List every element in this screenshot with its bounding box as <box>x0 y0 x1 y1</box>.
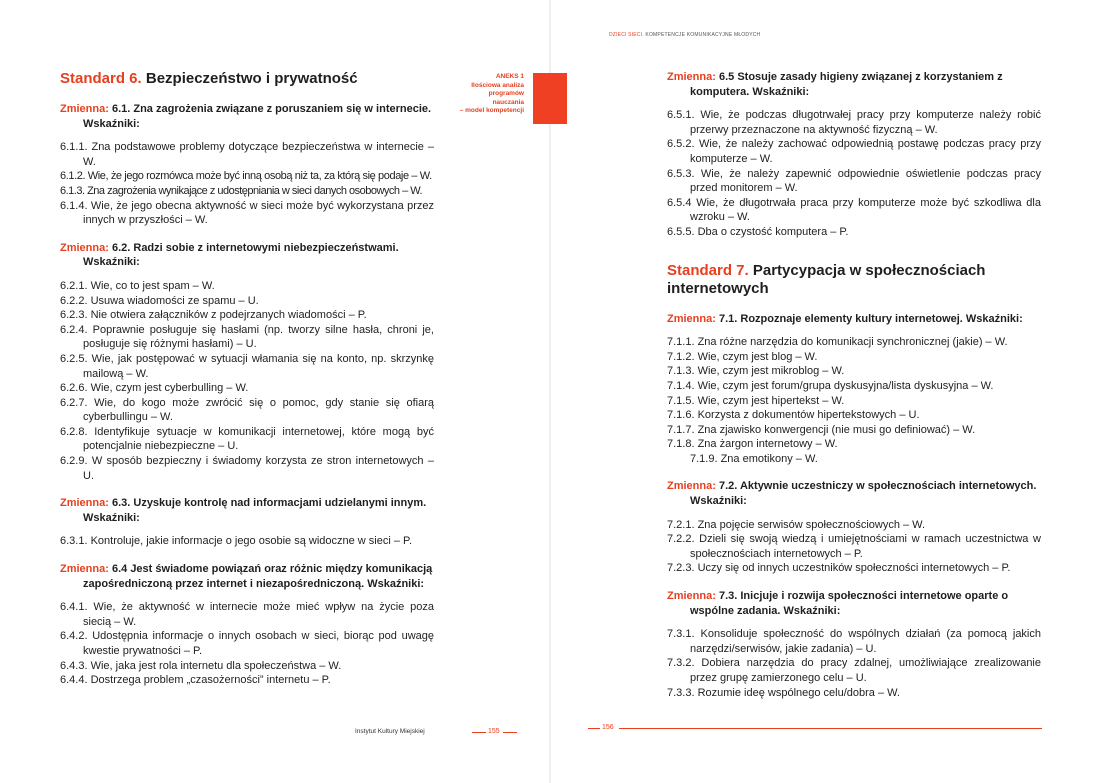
indicator-item: 6.2.3. Nie otwiera załączników z podejrzanych wiadomości – P. <box>60 309 367 322</box>
standard-7-title <box>667 262 1041 298</box>
indicator-item: 6.5.5. Dba o czystość komputera – P. <box>667 225 849 238</box>
indicator-item: 6.2.8. Identyfikuje sytuacje w komunikacji internetowej, które mogą być potencjalnie niebezpieczne – U. <box>60 425 434 453</box>
aneks-marker <box>533 73 567 124</box>
indicator-item: 7.1.2. Wie, czym jest blog – W. <box>667 350 818 363</box>
standard-name: Partycypacja w społecznościach internetowych <box>667 261 986 297</box>
variable-heading: Zmienna: 6.4 Jest świadome powiązań oraz różnic między komunikacją zapośredniczoną przez internet i niezapośredniczoną. Wskaźniki: <box>60 563 433 590</box>
variable-heading: Zmienna: 6.2. Radzi sobie z internetowymi niebezpieczeństwami. Wskaźniki: <box>60 241 399 269</box>
indicator-item: 7.1.8. Zna żargon internetowy – W. <box>667 438 838 451</box>
indicator-item: 6.2.6. Wie, czym jest cyberbulling – W. <box>60 382 249 395</box>
left-column <box>60 70 434 701</box>
right-column <box>667 70 1041 713</box>
indicator-item: 6.4.4. Dostrzega problem „czasożerności” internetu – P. <box>60 674 331 687</box>
indicator-item: 6.1.2. Wie, że jego rozmówca może być inną osobą niż ta, za którą się podaje – W. <box>60 170 432 183</box>
variable-heading: Zmienna: 7.1. Rozpoznaje elementy kultury internetowej. Wskaźniki: <box>667 312 1023 325</box>
indicator-item: 6.2.2. Usuwa wiadomości ze spamu – U. <box>60 294 259 307</box>
indicator-list <box>60 279 434 483</box>
variable-heading: Zmienna: 6.5 Stosuje zasady higieny związanej z korzystaniem z komputera. Wskaźniki: <box>667 71 1003 98</box>
indicator-item: 7.2.1. Zna pojęcie serwisów społecznościowych – W. <box>667 518 926 531</box>
indicator-item: 6.1.3. Zna zagrożenia wynikające z udostępniania w sieci danych osobowych – W. <box>60 184 423 197</box>
indicator-item: 7.3.2. Dobiera narzędzia do pracy zdalnej, umożliwiające zrealizowanie przez grupę zamierzonego celu – U. <box>667 657 1041 684</box>
aneks-line: nauczania <box>492 98 524 106</box>
aneks-line: ANEKS 1 <box>495 73 524 80</box>
indicator-item: 7.1.7. Zna zjawisko konwergencji (nie musi go definiować) – W. <box>667 423 976 436</box>
indicator-item: 7.3.3. Rozumie ideę wspólnego celu/dobra – W. <box>667 686 900 699</box>
indicator-item: 7.1.4. Wie, czym jest forum/grupa dyskusyjna/lista dyskusyjna – W. <box>667 379 994 392</box>
aneks-line: programów <box>488 90 524 97</box>
indicator-item: 7.3.1. Konsoliduje społeczność do wspólnych działań (za pomocą jakich narzędzi/serwisów, jakie zadania) – U. <box>667 628 1041 655</box>
indicator-item: 6.4.1. Wie, że aktywność w internecie może mieć wpływ na życie poza siecią – W. <box>60 601 434 628</box>
standard-6-title <box>60 70 434 88</box>
running-header <box>609 32 760 38</box>
indicator-list <box>667 108 1041 239</box>
indicator-list <box>60 534 434 549</box>
page-rule <box>503 732 517 733</box>
indicator-list <box>60 600 434 688</box>
indicator-list <box>667 335 1041 466</box>
indicator-item: 6.3.1. Kontroluje, jakie informacje o jego osobie są widoczne w sieci – P. <box>60 535 412 548</box>
indicator-item: 7.2.3. Uczy się od innych uczestników społeczności internetowych – P. <box>667 562 1011 575</box>
indicator-item: 7.1.5. Wie, czym jest hipertekst – W. <box>667 394 845 407</box>
page-number-right: 156 <box>602 724 614 731</box>
page-rule <box>472 732 486 733</box>
indicator-item: 6.1.1. Zna podstawowe problemy dotyczące bezpieczeństwa w internecie – W. <box>60 141 434 168</box>
indicator-item: 6.2.1. Wie, co to jest spam – W. <box>60 279 215 292</box>
indicator-item: 6.1.4. Wie, że jego obecna aktywność w sieci może być wykorzystana przez innych w przyszłości – W. <box>60 199 434 227</box>
indicator-item: 6.5.2. Wie, że należy zachować odpowiednią postawę podczas pracy przy komputerze – W. <box>667 138 1041 165</box>
variable-heading: Zmienna: 7.3. Inicjuje i rozwija społeczności internetowe oparte o wspólne zadania. Wskaźniki: <box>667 590 1009 617</box>
indicator-list <box>667 518 1041 576</box>
standard-label: Standard 7. <box>667 261 749 279</box>
indicator-item: 7.2.2. Dzieli się swoją wiedzą i umiejętnościami w ramach uczestnictwa w społecznościach internetowych – P. <box>667 533 1041 560</box>
indicator-list <box>60 140 434 228</box>
indicator-item: 6.2.4. Poprawnie posługuje się hasłami (np. tworzy silne hasła, chroni je, posługuje się różnymi hasłami) – U. <box>60 323 434 351</box>
aneks-line: Ilościowa analiza <box>471 81 524 89</box>
indicator-list <box>667 627 1041 700</box>
indicator-item: 6.2.5. Wie, jak postępować w sytuacji włamania się na konto, np. skrzynkę mailową – W. <box>60 352 434 380</box>
variable-heading: Zmienna: 7.2. Aktywnie uczestniczy w społecznościach internetowych. Wskaźniki: <box>667 480 1037 508</box>
standard-name: Bezpieczeństwo i prywatność <box>145 70 358 87</box>
indicator-item: 7.1.3. Wie, czym jest mikroblog – W. <box>667 365 845 378</box>
aneks-label <box>452 73 524 116</box>
variable-heading: Zmienna: 6.1. Zna zagrożenia związane z poruszaniem się w internecie. Wskaźniki: <box>60 103 432 130</box>
indicator-item: 6.2.9. W sposób bezpieczny i świadomy korzysta ze stron internetowych – U. <box>60 455 434 482</box>
header-subtitle: KOMPETENCJE KOMUNIKACYJNE MŁODYCH <box>645 32 761 38</box>
page-rule <box>588 728 600 729</box>
footer-institute: Instytut Kultury Miejskiej <box>355 728 425 735</box>
indicator-item: 7.1.1. Zna różne narzędzia do komunikacji synchronicznej (jakie) – W. <box>667 336 1008 349</box>
indicator-item: 6.2.7. Wie, do kogo może zwrócić się o pomoc, gdy stanie się ofiarą cyberbullingu – W. <box>60 396 434 424</box>
page-number-left: 155 <box>488 728 500 735</box>
indicator-item: 6.5.4 Wie, że długotrwała praca przy komputerze może być szkodliwa dla wzroku – W. <box>667 196 1041 224</box>
indicator-item: 6.4.3. Wie, jaka jest rola internetu dla społeczeństwa – W. <box>60 659 342 672</box>
aneks-line: – model kompetencji <box>459 107 524 114</box>
indicator-item: 6.5.1. Wie, że podczas długotrwałej pracy przy komputerze należy robić przerwy przeznaczone na aktywność fizyczną – W. <box>667 109 1041 136</box>
indicator-item: 6.4.2. Udostępnia informacje o innych osobach w sieci, biorąc pod uwagę kwestie prywatności – P. <box>60 630 434 657</box>
standard-label: Standard 6. <box>60 70 142 87</box>
indicator-item: 6.5.3. Wie, że należy zapewnić odpowiednie oświetlenie podczas pracy przed monitorem – W. <box>667 167 1041 195</box>
indicator-item: 7.1.9. Zna emotikony – W. <box>690 452 818 465</box>
variable-heading: Zmienna: 6.3. Uzyskuje kontrolę nad informacjami udzielanymi innym. Wskaźniki: <box>60 497 427 524</box>
header-brand: DZIECI SIECI. <box>609 32 644 38</box>
indicator-item: 7.1.6. Korzysta z dokumentów hipertekstowych – U. <box>667 409 920 422</box>
page-rule <box>619 728 1042 729</box>
